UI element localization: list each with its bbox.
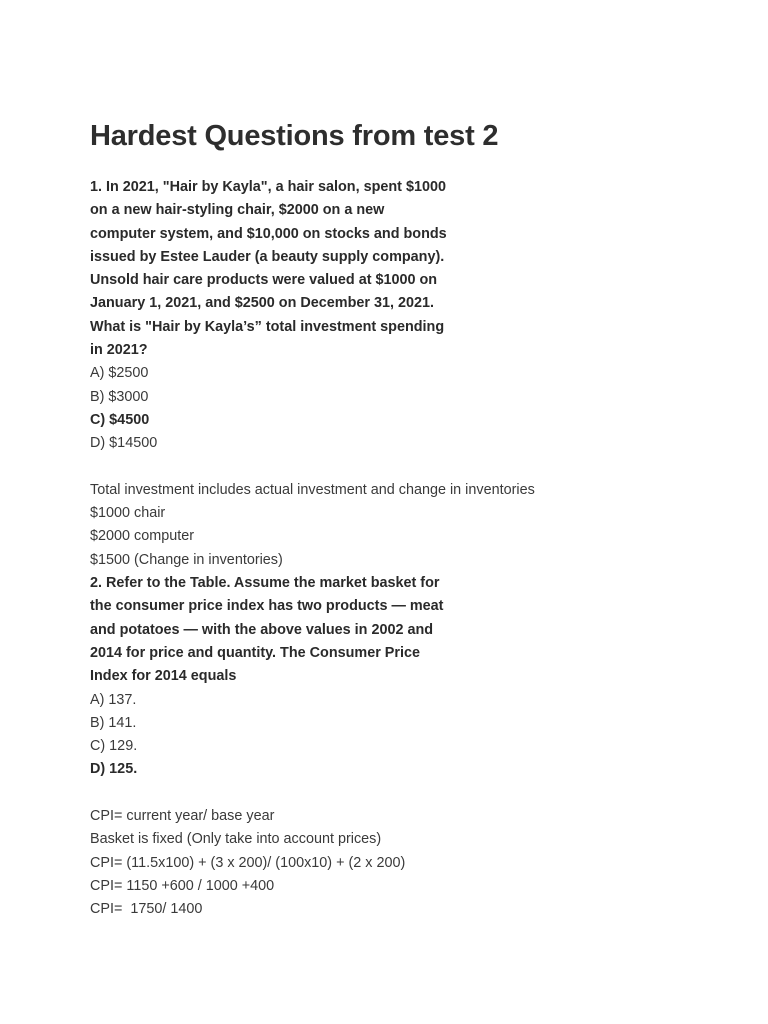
question-2-options [90,689,690,782]
explanation-line: CPI= 1150 +600 / 1000 +400 [90,877,275,894]
document-page [90,114,690,922]
question-line: Index for 2014 equals [90,668,237,685]
question-line: What is "Hair by Kayla’s” total investment spending [90,318,445,335]
question-line: and potatoes — with the above values in 2002 and [90,621,434,638]
question-line: computer system, and $10,000 on stocks and bonds [90,225,447,242]
answer-option-c: C) 129. [90,738,138,755]
question-2-text [90,572,470,688]
explanation-line: CPI= current year/ base year [90,808,275,825]
answer-option-c-correct: C) $4500 [90,411,150,428]
answer-option-d: D) $14500 [90,435,158,452]
answer-option-d-correct: D) 125. [90,761,138,778]
paragraph-gap [90,456,690,479]
document-body [90,176,690,922]
question-line: January 1, 2021, and $2500 on December 31, 2021. [90,295,434,312]
question-line: in 2021? [90,342,148,359]
answer-option-a: A) 137. [90,691,137,708]
question-line: 2. Refer to the Table. Assume the market basket for [90,575,440,592]
page-title: Hardest Questions from test 2 [90,120,499,152]
explanation-line: CPI= 1750/ 1400 [90,901,203,918]
explanation-line: $1000 chair [90,505,166,522]
answer-option-b: B) $3000 [90,388,149,405]
explanation-line: Total investment includes actual investment and change in inventories [90,481,535,498]
explanation-line: $2000 computer [90,528,195,545]
explanation-line: $1500 (Change in inventories) [90,551,283,568]
question-line: issued by Estee Lauder (a beauty supply company). [90,248,445,265]
question-line: 1. In 2021, "Hair by Kayla", a hair salon, spent $1000 [90,179,446,195]
question-2-explanation [90,805,690,921]
question-line: Unsold hair care products were valued at $1000 on [90,272,438,289]
question-line: the consumer price index has two products — meat [90,598,444,615]
explanation-line: Basket is fixed (Only take into account prices) [90,831,382,848]
paragraph-gap [90,782,690,805]
question-line: on a new hair-styling chair, $2000 on a new [90,202,385,219]
question-1-text [90,176,470,362]
answer-option-b: B) 141. [90,714,137,731]
question-1-explanation [90,479,690,572]
explanation-line: CPI= (11.5x100) + (3 x 200)/ (100x10) + (2 x 200) [90,854,406,871]
question-1-options [90,362,690,455]
question-line: 2014 for price and quantity. The Consumer Price [90,644,421,661]
answer-option-a: A) $2500 [90,365,149,382]
